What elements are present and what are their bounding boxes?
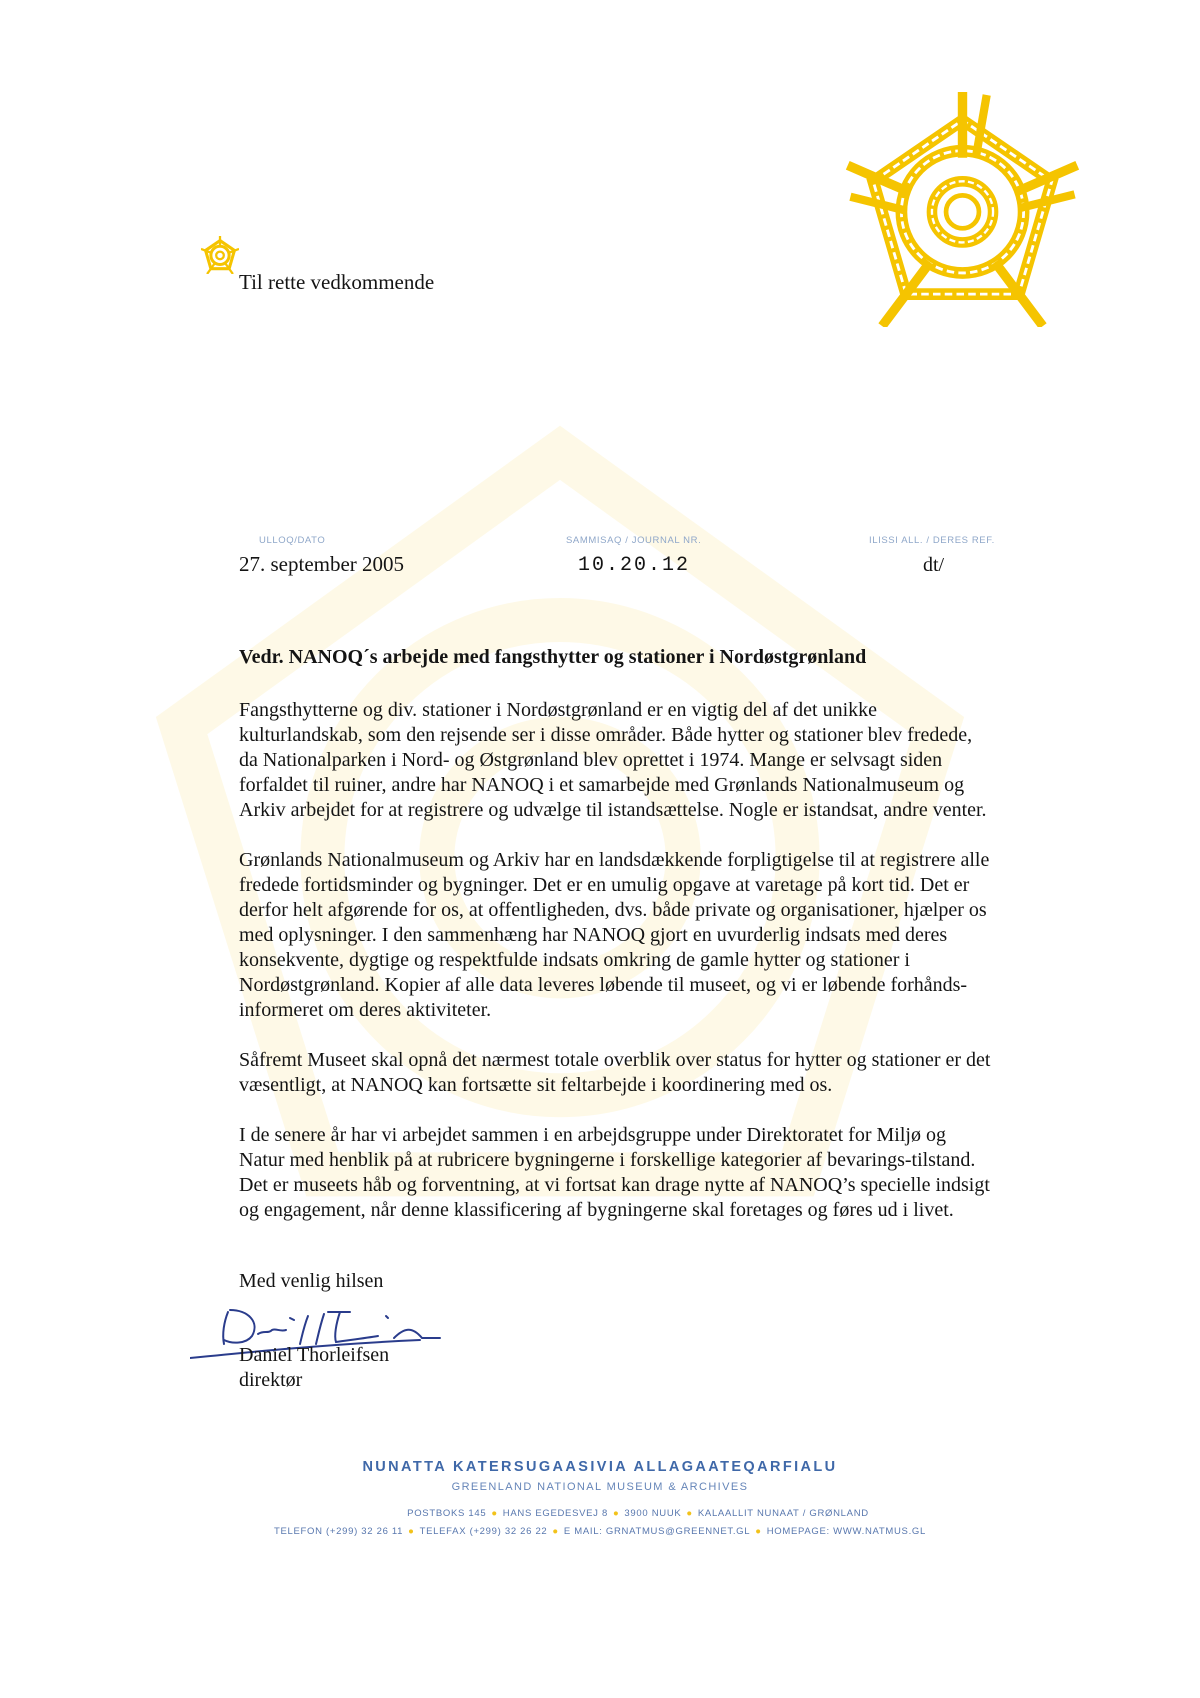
organization-subtitle: GREENLAND NATIONAL MUSEUM & ARCHIVES xyxy=(451,1481,749,1493)
address-country: KALAALLIT NUNAAT / GRØNLAND xyxy=(697,1508,869,1519)
closing-salutation: Med venlig hilsen xyxy=(239,1270,384,1292)
signer-name: Daniel Thorleifsen xyxy=(239,1344,390,1366)
paragraph-4: I de senere år har vi arbejdet sammen i en arbejdsgruppe under Direktoratet for Miljø og Natur med henblik på at rubricere bygningerne i forskellige kategorier af bevarings-tilstand. Det er museets håb og forventning, at vi fortsat kan drage nytte af NANOQ’s specielle indsigt og engagement, når denne klassificering af bygningerne skal foretages og føres ud i livet. xyxy=(239,1124,990,1221)
contact-homepage[interactable]: HOMEPAGE: WWW.NATMUS.GL xyxy=(766,1526,927,1537)
footer-contact: TELEFON (+299) 32 26 11 ● TELEFAX (+299) 32 26 22 ● E MAIL: GRNATMUS@GREENNET.GL ● HOMEPAGE: WWW.NATMUS.GL xyxy=(273,1526,927,1537)
paragraph-2: Grønlands Nationalmuseum og Arkiv har en landsdækkende forpligtigelse til at registrere alle fredede fortidsminder og bygninger. Det er en umulig opgave at varetage på kort tid. Det er derfor helt afgørende for os, at offentligheden, dvs. både private og organisationer, hjælper os med oplysninger. I den sammenhæng har NANOQ gjort en uvurderlig indsats med deres konsekvente, dygtige og respektfulde indsats omkring de gamle hytter og stationer i Nordøstgrønland. Kopier af alle data leveres løbende til museet, og vi er løbende forhånds- informeret om deres aktiviteter. xyxy=(239,849,990,1021)
contact-phone: TELEFON (+299) 32 26 11 xyxy=(273,1526,404,1537)
recipient-line: Til rette vedkommende xyxy=(239,270,435,294)
signer-title: direktør xyxy=(239,1369,303,1391)
journal-number: 10.20.12 xyxy=(578,554,691,577)
letter-body xyxy=(239,698,1079,1248)
address-street: HANS EGEDESVEJ 8 xyxy=(502,1508,608,1519)
paragraph-3: Såfremt Museet skal opnå det nærmest totale overblik over status for hytter og stationer er det væsentligt, at NANOQ kan fortsætte sit feltarbejde i koordinering med os. xyxy=(239,1049,991,1096)
reference-value: dt/ xyxy=(923,554,945,576)
paragraph-1: Fangsthytterne og div. stationer i Nordøstgrønland er en vigtig del af det unikke kulturlandskab, som den rejsende ser i disse områder. Både hytter og stationer blev fredede, da Nationalparken i Nord- og Østgrønland blev oprettet i 1974. Mange er selvsagt siden forfaldet til ruiner, andre har NANOQ i et samarbejde med Grønlands Nationalmuseum og Arkiv arbejdet for at registrere og udvælge til istandsættelse. Nogle er istandsat, andre venter. xyxy=(239,699,987,821)
letter-subject: Vedr. NANOQ´s arbejde med fangsthytter og stationer i Nordøstgrønland xyxy=(239,646,867,668)
organization-name: NUNATTA KATERSUGAASIVIA ALLAGAATEQARFIALU xyxy=(362,1459,838,1475)
date-label: ULLOQ/DATO xyxy=(259,535,326,546)
contact-fax: TELEFAX (+299) 32 26 22 xyxy=(419,1526,548,1537)
emblem-icon xyxy=(201,236,239,274)
footer-address: POSTBOKS 145 ● HANS EGEDESVEJ 8 ● 3900 NUUK ● KALAALLIT NUNAAT / GRØNLAND xyxy=(407,1508,869,1519)
reference-label: ILISSI ALL. / DERES REF. xyxy=(869,535,995,546)
address-city: 3900 NUUK xyxy=(624,1508,682,1519)
address-pobox: POSTBOKS 145 xyxy=(407,1508,487,1519)
letter-date: 27. september 2005 xyxy=(239,552,405,576)
journal-label: SAMMISAQ / JOURNAL NR. xyxy=(566,535,702,546)
contact-email[interactable]: E MAIL: GRNATMUS@GREENNET.GL xyxy=(563,1526,751,1537)
signature-icon xyxy=(190,1300,460,1380)
greenland-museum-emblem-icon xyxy=(845,92,1080,327)
